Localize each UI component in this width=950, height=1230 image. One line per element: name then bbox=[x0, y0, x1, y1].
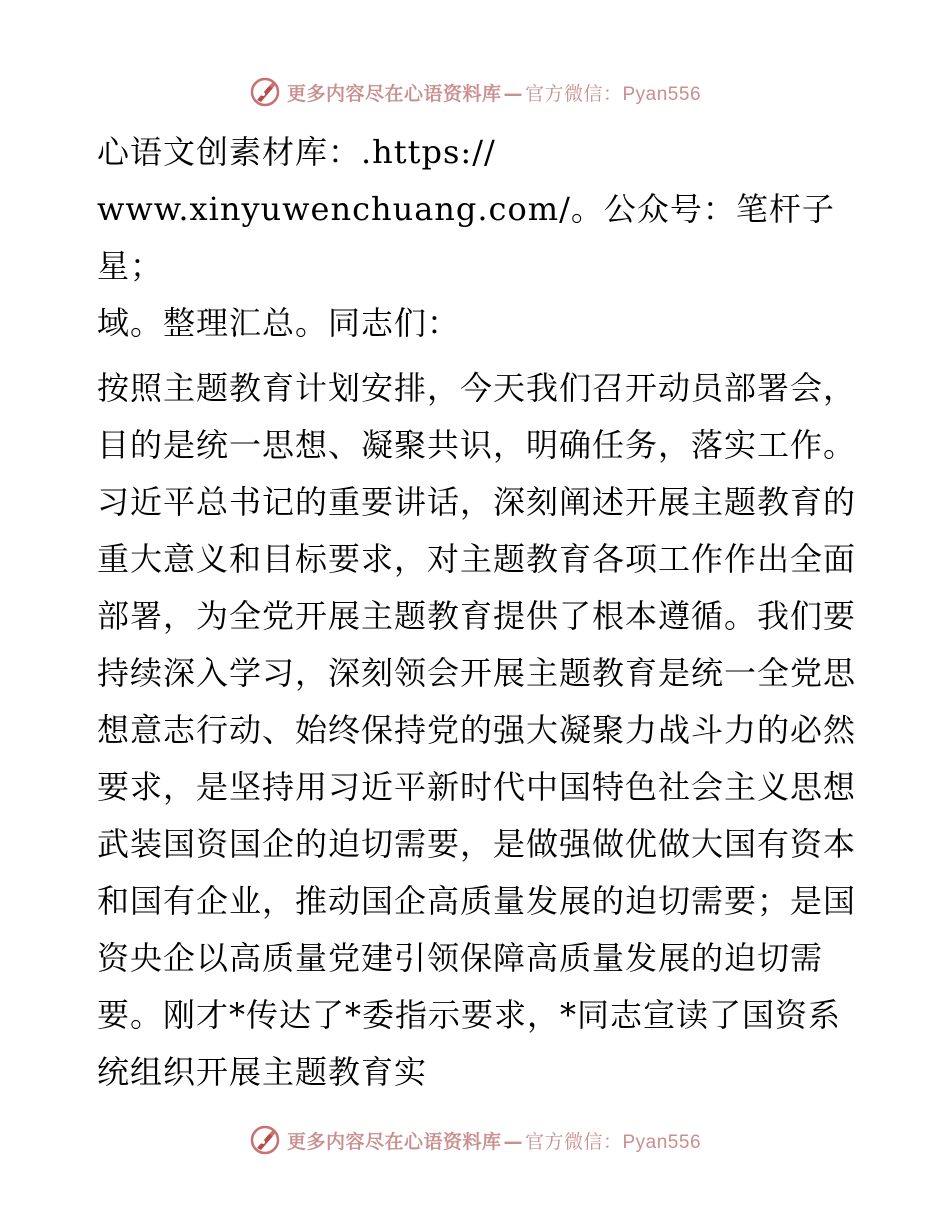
pen-logo-icon bbox=[249, 1124, 281, 1156]
main-paragraph: 按照主题教育计划安排，今天我们召开动员部署会，目的是统一思想、凝聚共识，明确任务，落实工作。习近平总书记的重要讲话，深刻阐述开展主题教育的重大意义和目标要求，对主题教育各项工作作出全面部署，为全党开展主题教育提供了根本遵循。我们要持续深入学习，深刻领会开展主题教育是统一全党思想意志行动、始终保持党的强大凝聚力战斗力的必然要求，是坚持用习近平新时代中国特色社会主义思想武装国资国企的迫切需要，是做强做优做大国有资本和国有企业，推动国企高质量发展的迫切需要；是国资央企以高质量党建引领保障高质量发展的迫切需要。刚才*传达了*委指示要求，*同志宣读了国资系统组织开展主题教育实 bbox=[97, 369, 857, 1091]
watermark-text: 更多内容尽在心语资料库 — 官方微信：Pyan556 bbox=[286, 82, 702, 105]
header-watermark bbox=[0, 72, 950, 112]
intro-line-2: www.xinyuwenchuang.com/。公众号：笔杆子星； bbox=[97, 190, 835, 285]
document-body bbox=[97, 124, 857, 1101]
intro-line-3: 域。整理汇总。同志们： bbox=[97, 304, 461, 342]
watermark-text: 更多内容尽在心语资料库 — 官方微信：Pyan556 bbox=[286, 1130, 702, 1153]
footer-watermark bbox=[0, 1120, 950, 1160]
pen-logo-icon bbox=[249, 76, 281, 108]
intro-line-1: 心语文创素材库：.https:// bbox=[97, 133, 496, 171]
intro-paragraph bbox=[97, 124, 857, 352]
